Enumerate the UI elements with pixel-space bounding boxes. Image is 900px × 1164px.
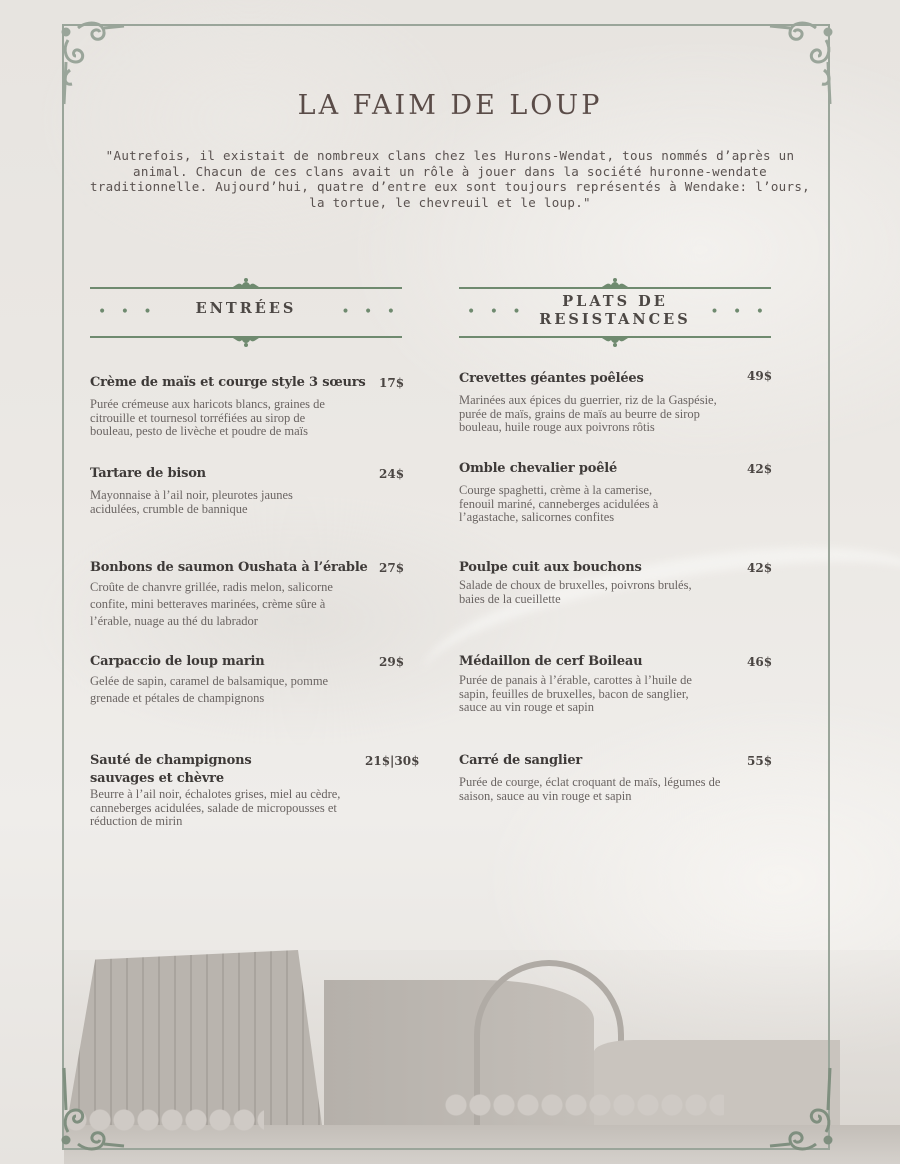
menu-item (459, 559, 779, 606)
rocks-middle (444, 1090, 724, 1120)
dish-price: 21$|30$ (365, 754, 420, 768)
section-header-plats (459, 272, 771, 342)
dish-description: Croûte de chanvre grillée, radis melon, salicorne confite, mini betteraves marinées, crème sûre à l’érable, nuage au thé du labrador (90, 580, 333, 628)
dish-name: Bonbons de saumon Oushata à l’érable (90, 560, 368, 575)
section-title: PLATS DE RESISTANCES (539, 293, 691, 328)
dish-description: Marinées aux épices du guerrier, riz de la Gaspésie, purée de maïs, grains de maïs au beurre de sirop bouleau, huile rouge aux poivrons rôtis (459, 393, 717, 434)
menu-item (459, 752, 779, 803)
corner-ornament-icon (58, 1064, 128, 1154)
section-header-entrees (90, 272, 402, 342)
dish-price: 42$ (747, 561, 773, 575)
dish-name: Carpaccio de loup marin (90, 654, 265, 669)
dish-name: Crème de maïs et courge style 3 sœurs (90, 375, 366, 390)
menu-item (459, 653, 779, 715)
menu-item (90, 653, 410, 707)
dish-description: Mayonnaise à l’ail noir, pleurotes jaunes acidulées, crumble de bannique (90, 488, 293, 516)
dish-description: Courge spaghetti, crème à la camerise, fenouil mariné, canneberges acidulées à l’agastache, salicornes confites (459, 483, 659, 524)
dish-price: 49$ (747, 369, 773, 383)
dots-decoration: • • • (341, 304, 400, 320)
dish-price: 42$ (747, 462, 773, 476)
dish-name: Tartare de bison (90, 466, 206, 481)
dish-name: Omble chevalier poêlé (459, 461, 618, 476)
corner-ornament-icon (766, 1064, 836, 1154)
menu-item (90, 374, 410, 439)
section-title: ENTRÉES (195, 300, 297, 317)
dish-description: Beurre à l’ail noir, échalotes grises, miel au cèdre, canneberges acidulées, salade de micropousses et réduction de mirin (90, 787, 341, 828)
restaurant-title: LA FAIM DE LOUP (297, 90, 603, 121)
dish-name: Carré de sanglier (459, 753, 583, 768)
dish-name: Sauté de champignons sauvages et chèvre (90, 753, 252, 786)
dish-name: Poulpe cuit aux bouchons (459, 560, 642, 575)
intro-quote: "Autrefois, il existait de nombreux clans chez les Hurons-Wendat, tous nommés d’après un animal. Chacun de ces clans avait un rôle à jouer dans la société huronne-wendate traditionnelle. Aujourd’hui, quatre d’entre eux sont toujours représentés à Wendake: l’ours, la tortue, le chevreuil et le loup." (90, 148, 810, 210)
dish-name: Médaillon de cerf Boileau (459, 654, 643, 669)
dish-description: Gelée de sapin, caramel de balsamique, pomme grenade et pétales de champignons (90, 674, 329, 705)
dish-price: 55$ (747, 754, 773, 768)
flourish-bottom-icon (226, 336, 266, 348)
flourish-bottom-icon (595, 336, 635, 348)
divider-rule (459, 287, 771, 289)
dish-description: Salade de choux de bruxelles, poivrons brulés, baies de la cueillette (459, 578, 692, 606)
dish-description: Purée crémeuse aux haricots blancs, graines de citrouille et tournesol torréfiées au sirop de bouleau, pesto de livèche et poudre de maïs (90, 397, 325, 438)
menu-item (90, 465, 410, 516)
menu-item (90, 559, 410, 630)
dots-decoration: • • • (467, 304, 526, 320)
dish-name: Crevettes géantes poêlées (459, 371, 644, 386)
menu-item (459, 460, 779, 525)
divider-rule (90, 287, 402, 289)
dish-price: 27$ (379, 561, 405, 575)
dish-price: 46$ (747, 655, 773, 669)
dots-decoration: • • • (98, 304, 157, 320)
dish-price: 24$ (379, 467, 405, 481)
menu-item (90, 752, 420, 829)
dish-description: Purée de courge, éclat croquant de maïs, légumes de saison, sauce au vin rouge et sapin (459, 775, 721, 803)
dish-description: Purée de panais à l’érable, carottes à l’huile de sapin, feuilles de bruxelles, bacon de sanglier, sauce au vin rouge et sapin (459, 673, 692, 714)
dish-price: 17$ (379, 376, 405, 390)
dots-decoration: • • • (710, 304, 769, 320)
menu-item (459, 370, 779, 435)
dish-price: 29$ (379, 655, 405, 669)
